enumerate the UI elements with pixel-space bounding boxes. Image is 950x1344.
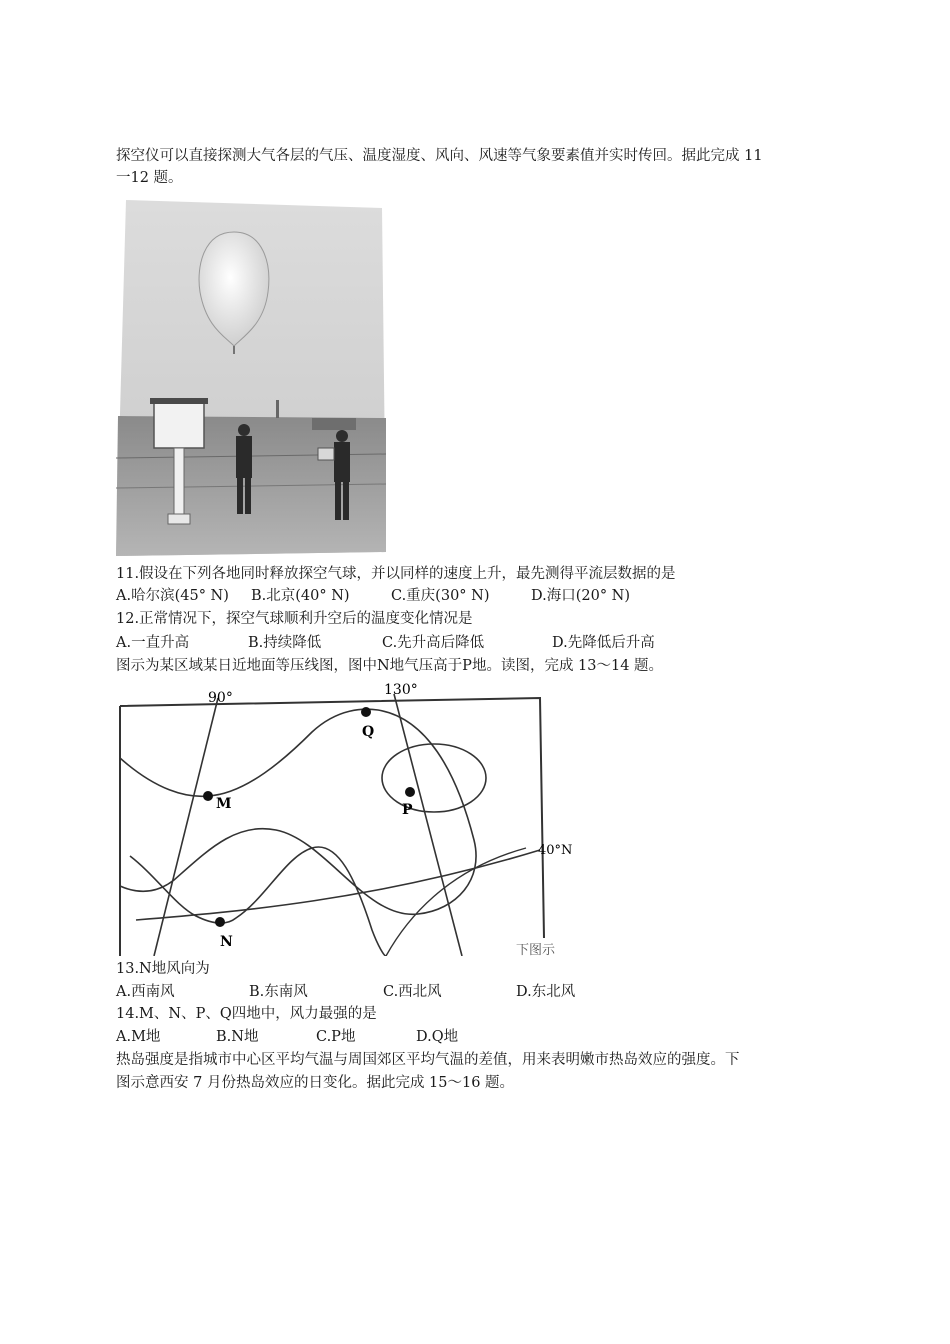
point-q	[361, 707, 371, 717]
label-bottom-fragment: 下图示	[516, 943, 556, 956]
q14-options	[116, 1027, 458, 1047]
q14-option-a[interactable]: A.M地	[116, 1029, 161, 1045]
intro3-text-line1: 热岛强度是指城市中心区平均气温与周国郊区平均气温的差值，用来表明嫩市热岛效应的强度。下	[116, 1052, 740, 1068]
q13-stem: 13.N地风向为	[116, 961, 210, 977]
intro-text-line2: 一12 题。	[116, 170, 183, 186]
label-m: M	[216, 796, 232, 812]
sounding-balloon-photo	[116, 196, 388, 558]
q12-option-b[interactable]: B.持续降低	[248, 635, 322, 651]
q12-option-a[interactable]: A.一直升高	[116, 635, 190, 651]
q12-options	[116, 633, 655, 653]
q12-stem: 12.正常情况下，探空气球顺利升空后的温度变化情况是	[116, 611, 473, 627]
q13-options	[116, 982, 575, 1002]
q12-option-c[interactable]: C.先升高后降低	[382, 635, 485, 651]
q14-option-d[interactable]: D.Q地	[416, 1029, 459, 1045]
label-lat-40n: 40°N	[538, 843, 573, 858]
q11-option-c[interactable]: C.重庆(30° N)	[391, 588, 490, 604]
intro-text-line1: 探空仪可以直接探测大气各层的气压、温度湿度、风向、风速等气象要素值并实时传回。据此完成 11	[116, 148, 763, 164]
q11-option-a[interactable]: A.哈尔滨(45° N)	[116, 588, 229, 604]
label-lon-90: 90°	[208, 690, 233, 706]
q13-option-b[interactable]: B.东南风	[249, 984, 308, 1000]
isobar-map	[116, 680, 578, 956]
q13-option-d[interactable]: D.东北风	[516, 984, 576, 1000]
point-p	[405, 787, 415, 797]
q14-option-b[interactable]: B.N地	[216, 1029, 259, 1045]
q13-option-a[interactable]: A.西南风	[116, 984, 175, 1000]
q12-option-d[interactable]: D.先降低后升高	[552, 635, 655, 651]
q14-stem: 14.M、N、P、Q四地中，风力最强的是	[116, 1006, 377, 1022]
intro3-text-line2: 图示意西安 7 月份热岛效应的日变化。据此完成 15～16 题。	[116, 1075, 515, 1091]
q11-stem: 11.假设在下列各地同时释放探空气球，并以同样的速度上升，最先测得平流层数据的是	[116, 566, 676, 582]
point-n	[215, 917, 225, 927]
label-lon-130: 130°	[384, 682, 418, 698]
q11-option-b[interactable]: B.北京(40° N)	[251, 588, 350, 604]
q14-option-c[interactable]: C.P地	[316, 1029, 356, 1045]
label-p: P	[402, 802, 413, 818]
q11-options	[116, 586, 630, 606]
point-m	[203, 791, 213, 801]
intro2-text: 图示为某区域某日近地面等压线图，图中N地气压高于P地。读图，完成 13～14 题。	[116, 658, 664, 674]
label-q: Q	[362, 724, 375, 740]
label-n: N	[220, 934, 233, 950]
q11-option-d[interactable]: D.海口(20° N)	[531, 588, 631, 604]
q13-option-c[interactable]: C.西北风	[383, 984, 442, 1000]
